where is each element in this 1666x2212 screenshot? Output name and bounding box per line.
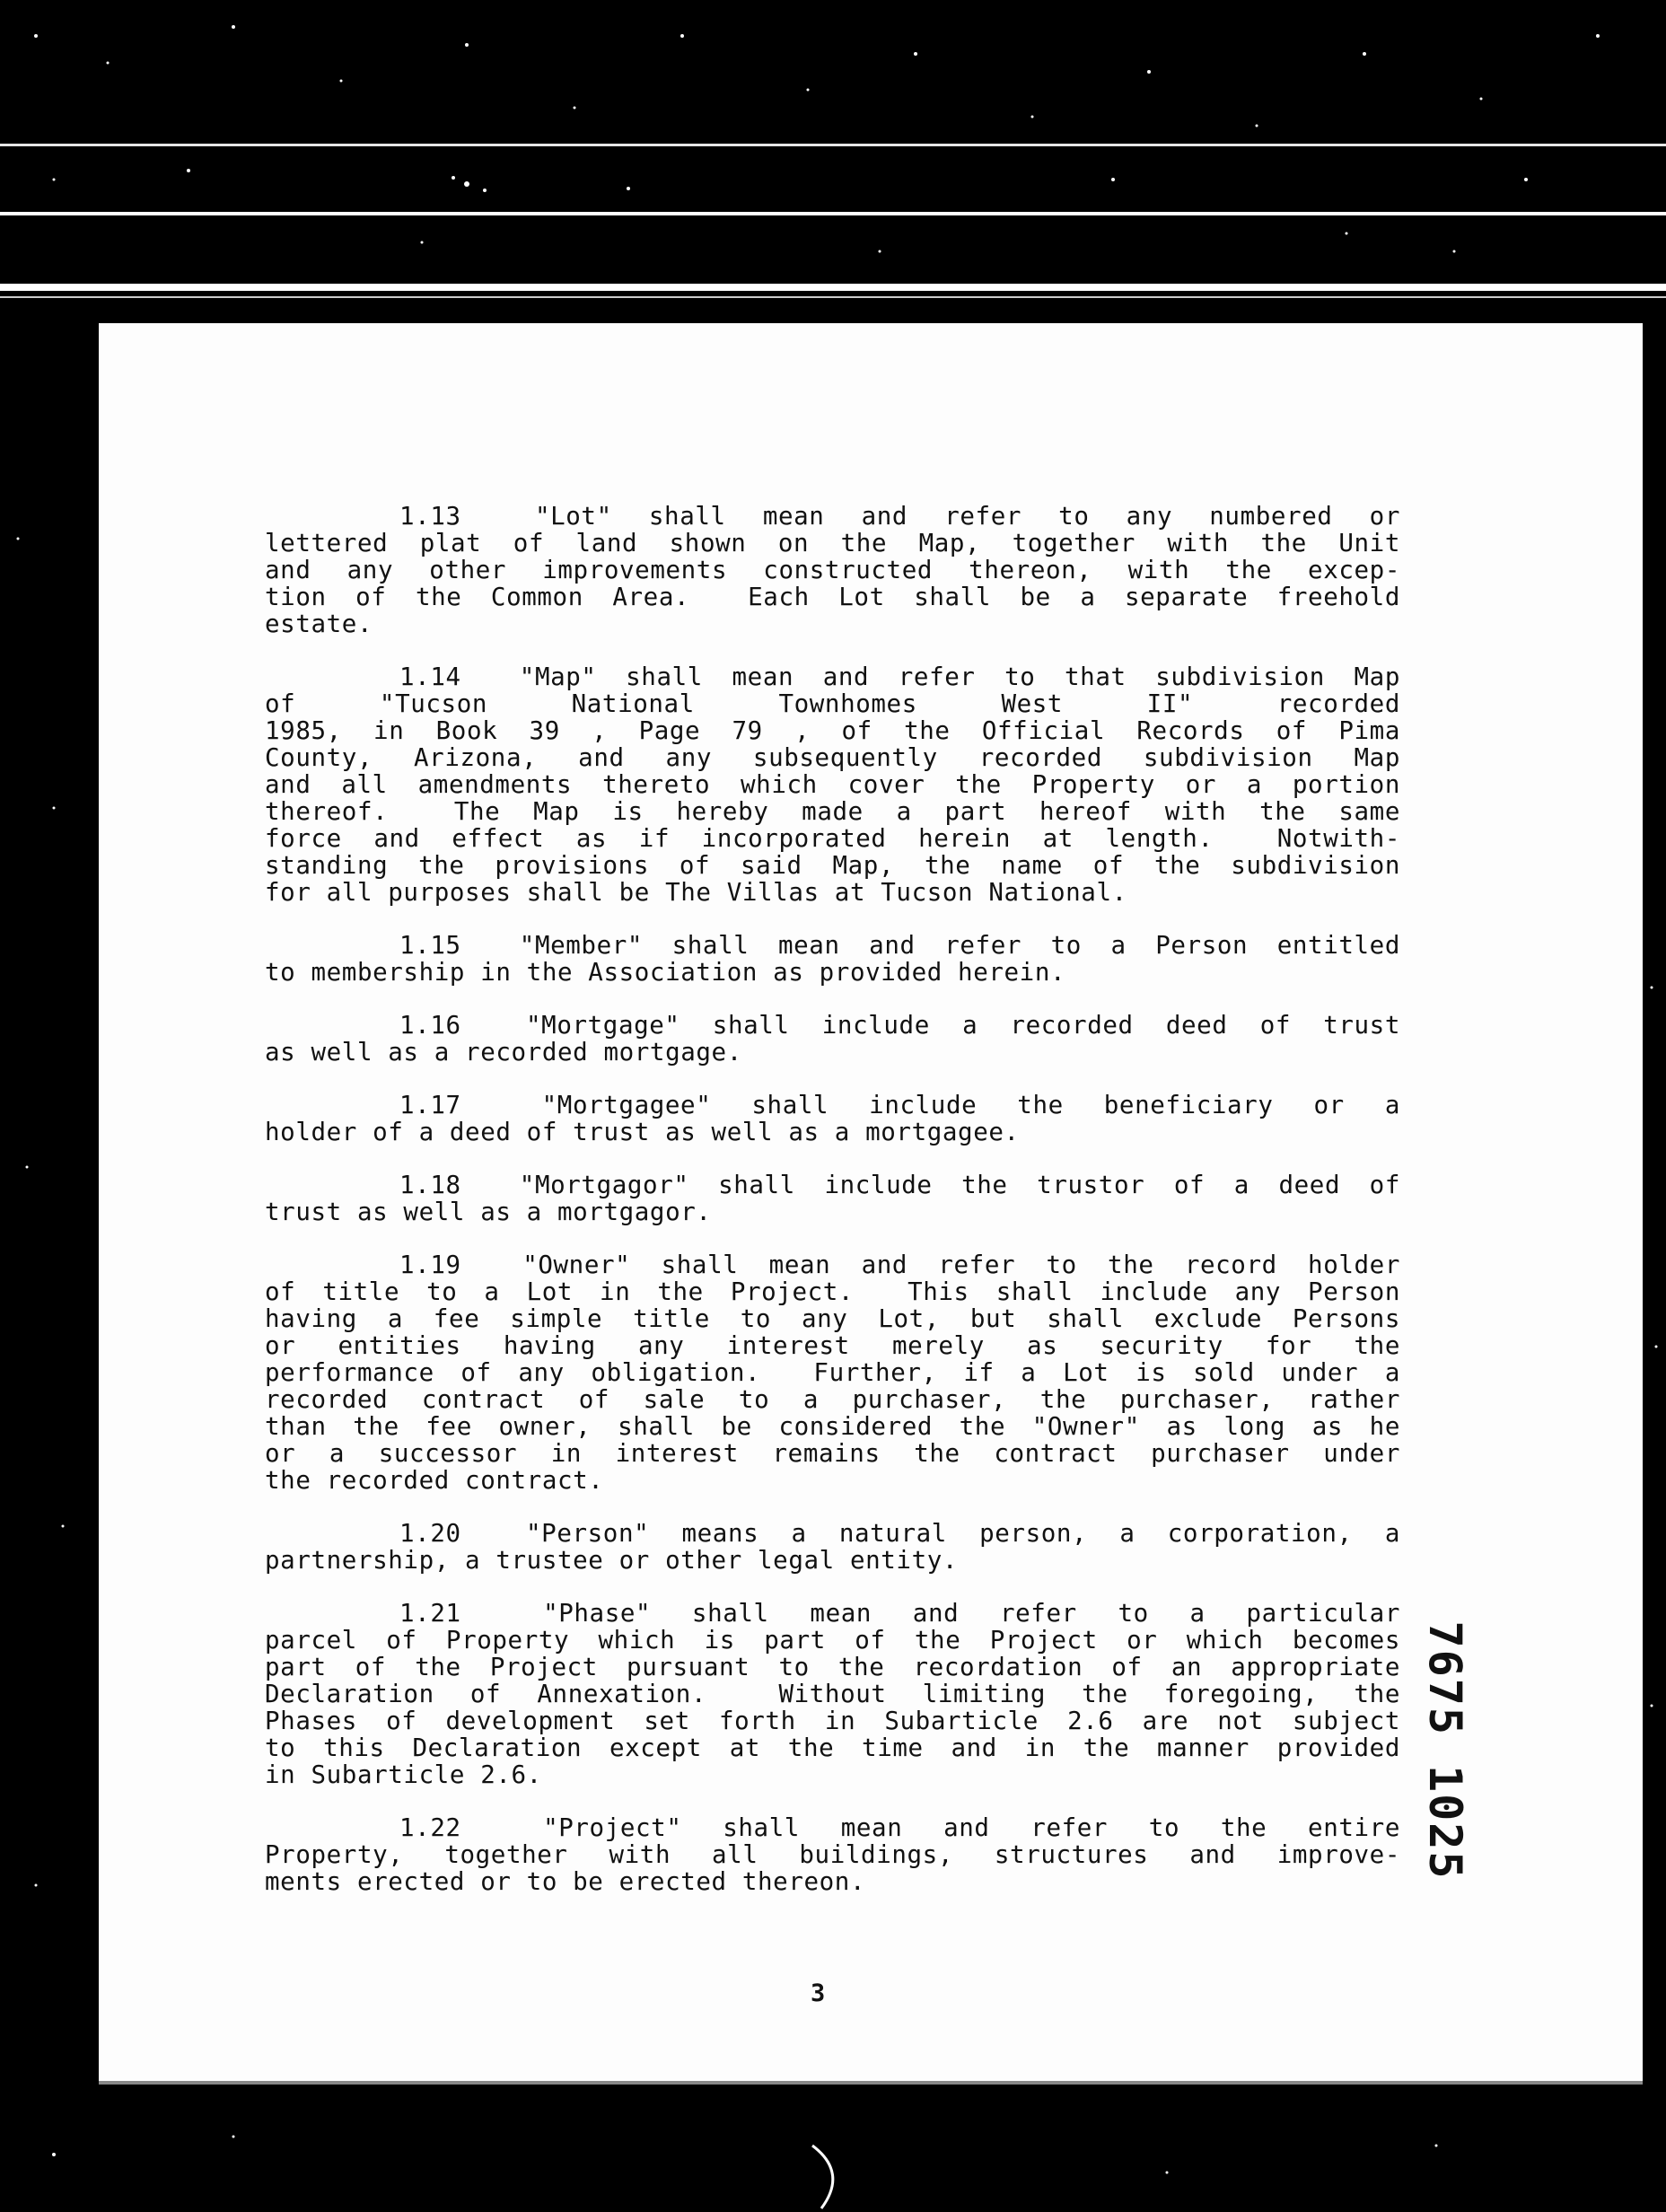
clause	[265, 1600, 1400, 1788]
clause-line: 1.21 "Phase" shall mean and refer to a particular	[399, 1599, 1400, 1628]
clause	[265, 1172, 1400, 1225]
clause-line: 1.20 "Person" means a natural person, a corporation, a	[399, 1519, 1400, 1548]
clause-line: in Subarticle 2.6.	[265, 1760, 542, 1789]
clause-line: standing the provisions of said Map, the name of the subdivision	[265, 851, 1400, 880]
scan-streak	[0, 296, 1666, 298]
clause-line: for all purposes shall be The Villas at Tucson National.	[265, 878, 1127, 907]
clause-line: force and effect as if incorporated herein at length. Notwith-	[265, 824, 1400, 853]
clause-line: 1.18 "Mortgagor" shall include the trustor of a deed of	[399, 1171, 1400, 1199]
recording-stamp	[1418, 1616, 1472, 1885]
clause-line: of "Tucson National Townhomes West II" recorded	[265, 689, 1400, 718]
clause-line: having a fee simple title to any Lot, but shall exclude Persons	[265, 1304, 1400, 1333]
clause-line: 1985, in Book 39 , Page 79 , of the Official Records of Pima	[265, 716, 1400, 745]
clause	[265, 1814, 1400, 1895]
clause	[265, 1012, 1400, 1066]
document-body	[265, 503, 1400, 1921]
clause-line: and any other improvements constructed thereon, with the excep-	[265, 556, 1400, 584]
clause-line: or entities having any interest merely as security for the	[265, 1331, 1400, 1360]
clause-line: Declaration of Annexation. Without limiting the foregoing, the	[265, 1680, 1400, 1708]
page-number: 3	[811, 1979, 826, 2007]
clause-line: Property, together with all buildings, structures and improve-	[265, 1840, 1400, 1869]
scan-streak	[0, 284, 1666, 291]
clause-line: ments erected or to be erected thereon.	[265, 1867, 866, 1896]
clause-line: thereof. The Map is hereby made a part hereof with the same	[265, 797, 1400, 826]
clause-line: performance of any obligation. Further, if a Lot is sold under a	[265, 1358, 1400, 1387]
recording-stamp-number: 7675 1025	[1419, 1620, 1471, 1881]
clause-line: partnership, a trustee or other legal entity.	[265, 1546, 959, 1575]
scan-streak	[0, 212, 1666, 215]
clause	[265, 1092, 1400, 1146]
clause	[265, 663, 1400, 906]
clause	[265, 932, 1400, 986]
clause	[265, 1520, 1400, 1574]
clause-line: 1.15 "Member" shall mean and refer to a Person entitled	[399, 931, 1400, 960]
clause-line: parcel of Property which is part of the Project or which becomes	[265, 1626, 1400, 1655]
clause-line: the recorded contract.	[265, 1466, 604, 1495]
clause-line: County, Arizona, and any subsequently recorded subdivision Map	[265, 743, 1400, 772]
clause-line: of title to a Lot in the Project. This shall include any Person	[265, 1277, 1400, 1306]
page-edge	[99, 2081, 1643, 2085]
clause-line: and all amendments thereto which cover the Property or a portion	[265, 770, 1400, 799]
clause-line: part of the Project pursuant to the recordation of an appropriate	[265, 1653, 1400, 1681]
clause	[265, 503, 1400, 637]
clause-line: lettered plat of land shown on the Map, together with the Unit	[265, 529, 1400, 557]
clause-line: holder of a deed of trust as well as a mortgagee.	[265, 1118, 1020, 1146]
clause-line: as well as a recorded mortgage.	[265, 1038, 742, 1066]
clause-line: trust as well as a mortgagor.	[265, 1198, 712, 1226]
clause-line: or a successor in interest remains the contract purchaser under	[265, 1439, 1400, 1468]
clause-line: recorded contract of sale to a purchaser, the purchaser, rather	[265, 1385, 1400, 1414]
clause-line: 1.14 "Map" shall mean and refer to that subdivision Map	[399, 663, 1400, 691]
clause-line: 1.17 "Mortgagee" shall include the beneficiary or a	[399, 1091, 1400, 1119]
scan-streak	[0, 144, 1666, 146]
clause-line: 1.16 "Mortgage" shall include a recorded deed of trust	[399, 1011, 1400, 1040]
clause-line: than the fee owner, shall be considered the "Owner" as long as he	[265, 1412, 1400, 1441]
clause-line: to this Declaration except at the time and in the manner provided	[265, 1734, 1400, 1762]
clause-line: 1.19 "Owner" shall mean and refer to the record holder	[399, 1251, 1400, 1279]
clause-line: tion of the Common Area. Each Lot shall be a separate freehold	[265, 583, 1400, 611]
clause-line: 1.13 "Lot" shall mean and refer to any numbered or	[399, 502, 1400, 531]
clause	[265, 1251, 1400, 1494]
clause-line: Phases of development set forth in Subarticle 2.6 are not subject	[265, 1707, 1400, 1735]
clause-line: estate.	[265, 610, 373, 638]
clause-line: 1.22 "Project" shall mean and refer to the entire	[399, 1813, 1400, 1842]
clause-line: to membership in the Association as provided herein.	[265, 958, 1066, 987]
